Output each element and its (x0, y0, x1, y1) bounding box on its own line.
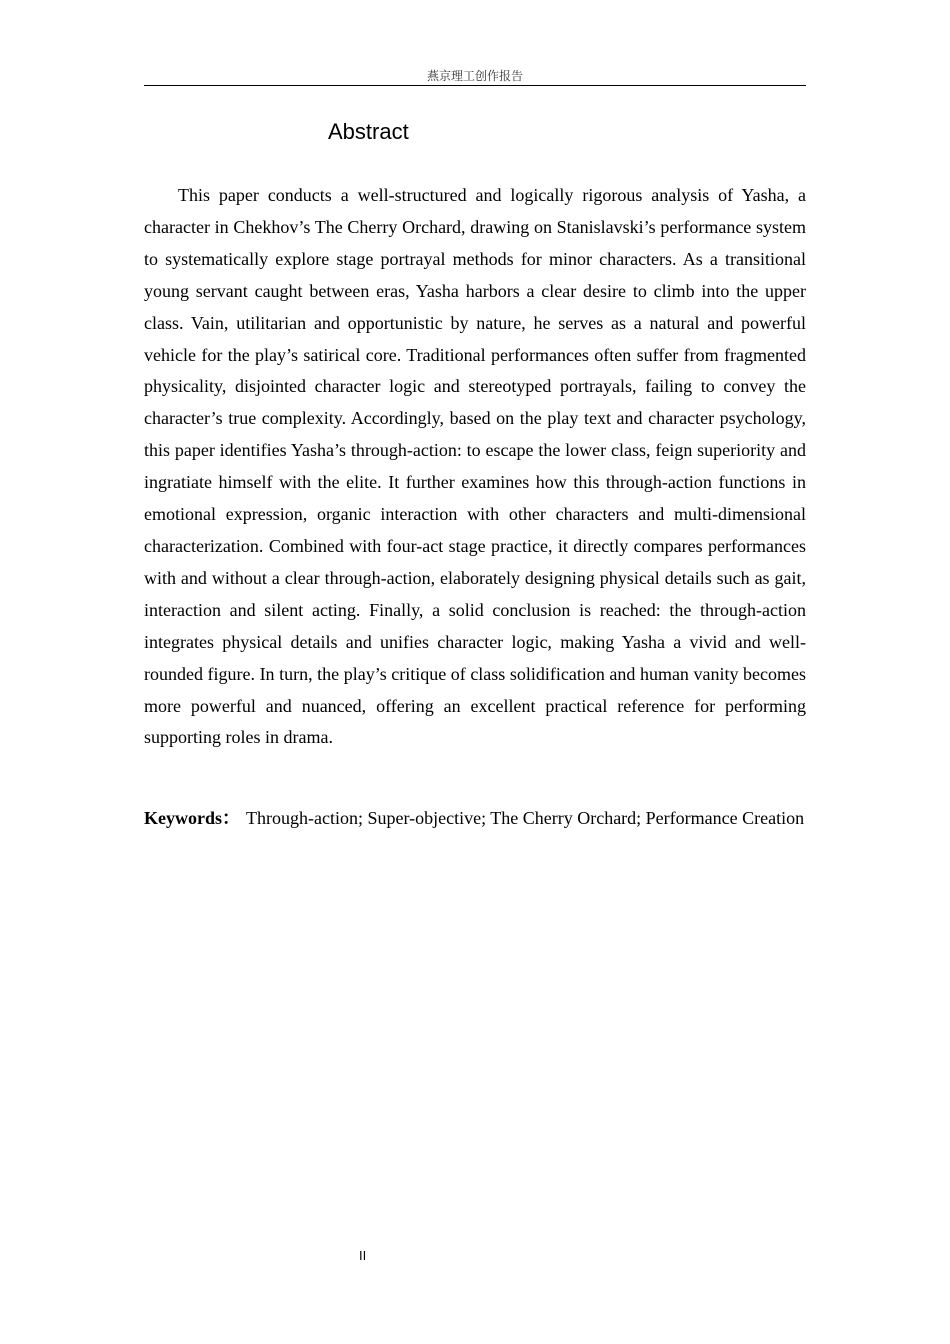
abstract-heading: Abstract (328, 119, 409, 144)
keywords-colon: ： (222, 808, 240, 828)
running-header: 燕京理工创作报告 (426, 69, 523, 83)
header-rule (144, 85, 806, 86)
keywords-label: Keywords (144, 808, 222, 828)
page-number: II (359, 1248, 367, 1263)
keywords-paragraph (144, 800, 806, 837)
keywords-text: Through-action; Super-objective; The Cherry Orchard; Performance Creation (246, 808, 805, 828)
abstract-body: This paper conducts a well-structured and logically rigorous analysis of Yasha, a character in Chekhov’s The Cherry Orchard, drawing on Stanislavski’s performance system to systematically explore stage portrayal methods for minor characters. As a transitional young servant caught between eras, Yasha harbors a clear desire to climb into the upper class. Vain, utilitarian and opportunistic by nature, he serves as a natural and powerful vehicle for the play’s satirical core. Traditional performances often suffer from fragmented physicality, disjointed character logic and stereotyped portrayals, failing to convey the character’s true complexity. Accordingly, based on the play text and character psychology, this paper identifies Yasha’s through-action: to escape the lower class, feign superiority and ingratiate himself with the elite. It further examines how this through-action functions in emotional expression, organic interaction with other characters and multi-dimensional characterization. Combined with four-act stage practice, it directly compares performances with and without a clear through-action, elaborately designing physical details such as gait, interaction and silent acting. Finally, a solid conclusion is reached: the through-action integrates physical details and unifies character logic, making Yasha a vivid and well-rounded figure. In turn, the play’s critique of class solidification and human vanity becomes more powerful and nuanced, offering an excellent practical reference for performing supporting roles in drama. (144, 185, 806, 748)
